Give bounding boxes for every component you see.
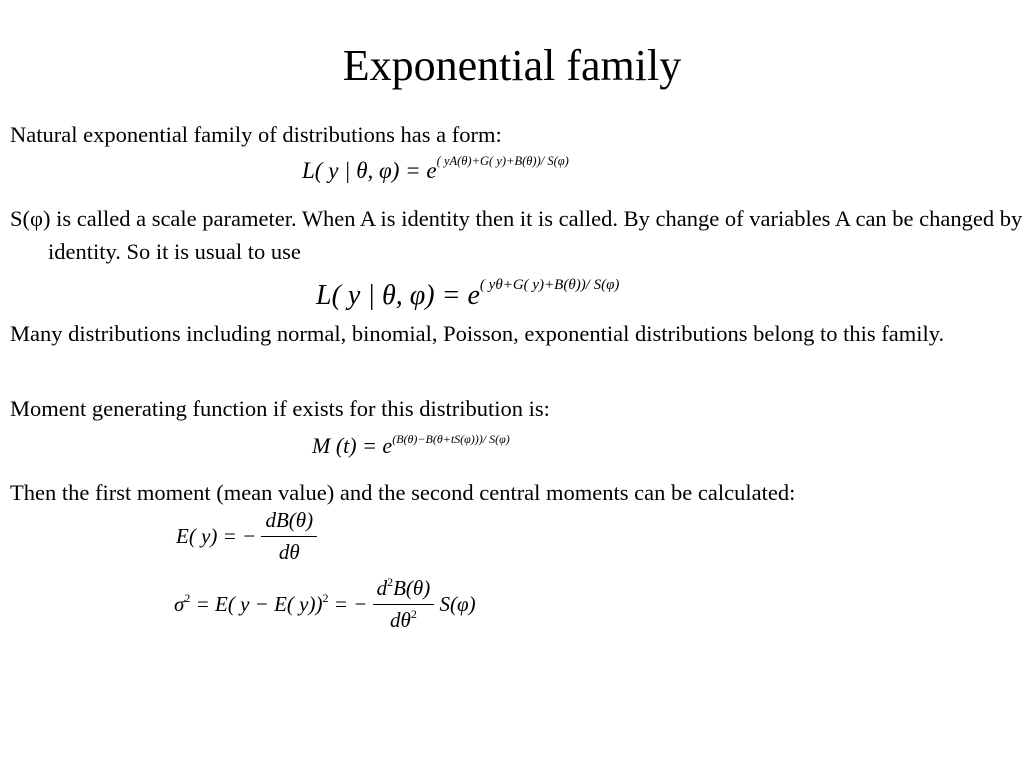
sigma-exponent: 2 <box>184 591 191 605</box>
distributions-paragraph: Many distributions including normal, binomial, Poisson, exponential distributions belong to this family. <box>10 321 945 346</box>
mgf-equation <box>312 433 510 459</box>
sigma-symbol: σ <box>174 592 185 616</box>
mean-equation <box>176 508 317 565</box>
variance-equation <box>174 576 476 633</box>
canonical-exponent: ( yθ+G( y)+B(θ))/ S(φ) <box>479 277 620 293</box>
variance-fraction <box>373 576 435 633</box>
mean-lhs: E( y) = − <box>176 524 257 548</box>
variance-numerator-exponent: 2 <box>387 575 394 589</box>
variance-middle: = E( y − E( y)) <box>190 592 323 616</box>
variance-middle-exponent: 2 <box>322 591 329 605</box>
variance-tail: S(φ) <box>439 592 476 616</box>
likelihood-equation <box>302 154 569 184</box>
canonical-likelihood-equation <box>316 277 620 312</box>
variance-numerator-d: d <box>376 576 388 600</box>
mgf-paragraph: Moment generating function if exists for this distribution is: <box>10 396 550 421</box>
variance-lhs <box>174 592 367 616</box>
variance-equals-minus: = − <box>328 592 368 616</box>
mgf-lhs: M (t) = e <box>312 433 393 458</box>
mgf-exponent: (B(θ)−B(θ+tS(φ)))/ S(φ) <box>392 432 510 446</box>
variance-denominator-exponent: 2 <box>410 607 417 621</box>
mean-numerator: dB(θ) <box>261 508 317 537</box>
likelihood-lhs: L( y | θ, φ) = e <box>302 158 437 183</box>
variance-denominator <box>373 605 435 633</box>
likelihood-exponent: ( yA(θ)+G( y)+B(θ))/ S(φ) <box>436 154 569 168</box>
variance-denominator-base: dθ <box>389 608 411 632</box>
variance-numerator <box>373 576 435 605</box>
variance-numerator-rest: B(θ) <box>393 576 431 600</box>
intro-paragraph: Natural exponential family of distributions has a form: <box>10 122 502 147</box>
mean-denominator: dθ <box>278 540 300 564</box>
scale-parameter-paragraph: S(φ) is called a scale parameter. When A is identity then it is called. By change of variables A can be changed by identity. So it is usual to use <box>10 206 1023 264</box>
moments-paragraph: Then the first moment (mean value) and the second central moments can be calculated: <box>10 480 796 505</box>
canonical-lhs: L( y | θ, φ) = e <box>316 280 480 311</box>
mean-fraction <box>261 508 317 565</box>
slide-title: Exponential family <box>342 41 682 90</box>
